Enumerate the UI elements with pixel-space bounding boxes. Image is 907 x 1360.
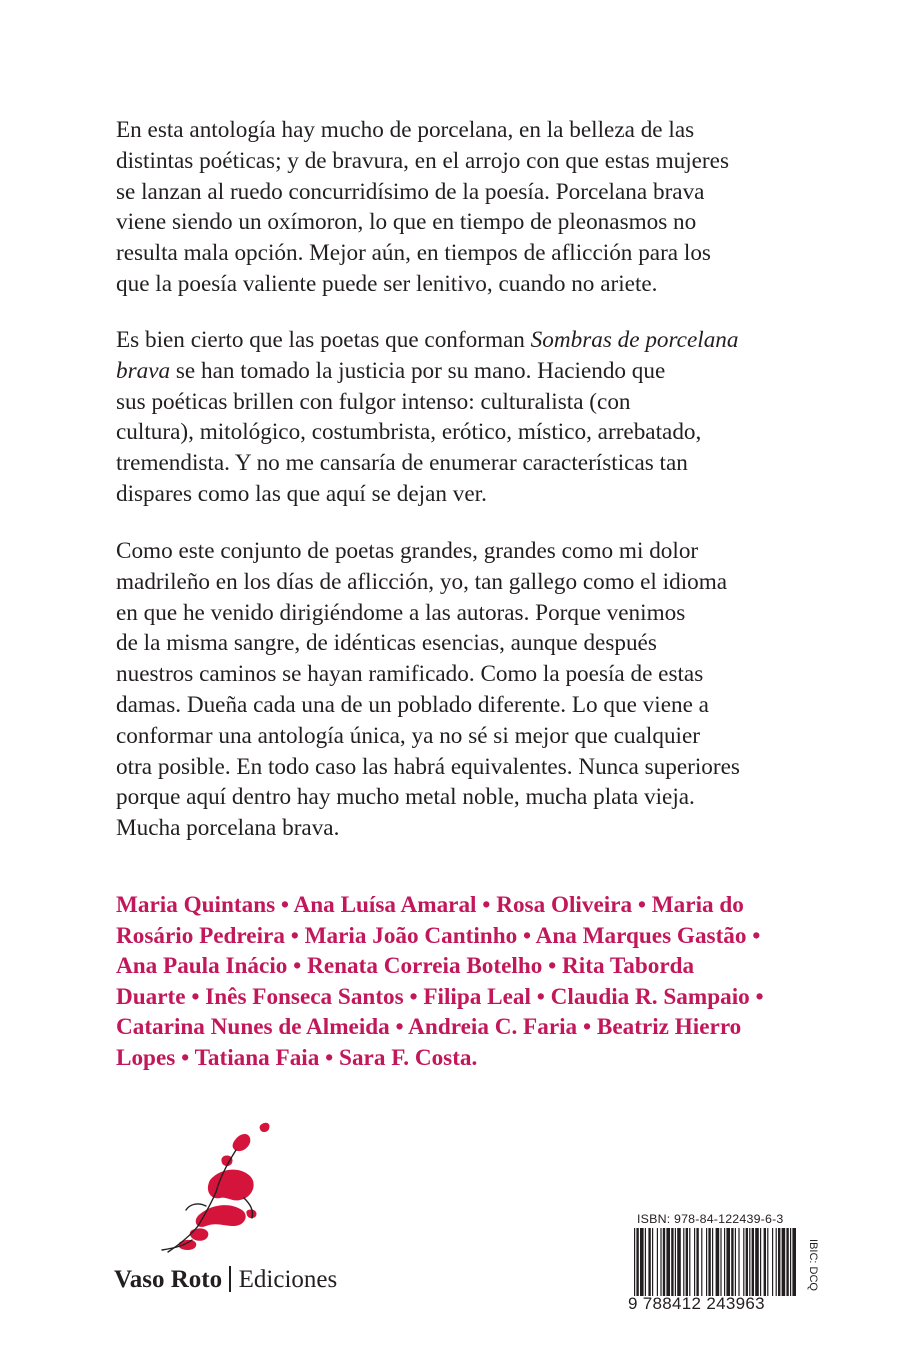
barcode-bar [694, 1228, 695, 1296]
vaso-roto-logo-icon [140, 1118, 290, 1258]
author-line: Duarte • Inês Fonseca Santos • Filipa Leal • Claudia R. Sampaio • [116, 983, 764, 1010]
publisher-name-regular: Ediciones [238, 1266, 338, 1293]
barcode-digits: 9 788412 243963 [628, 1294, 765, 1313]
text-line: tremendista. Y no me cansaría de enumerar características tan [116, 450, 688, 477]
text-line: madrileño en los días de aflicción, yo, tan gallego como el idioma [116, 568, 728, 595]
barcode-bar [749, 1228, 750, 1296]
text-line: Como este conjunto de poetas grandes, grandes como mi dolor [116, 538, 699, 564]
barcode-bar [708, 1228, 710, 1296]
isbn-label: ISBN: 978-84-122439-6-3 [637, 1212, 784, 1226]
barcode-bar [743, 1228, 744, 1296]
barcode-bar [782, 1228, 786, 1296]
barcode-bar [677, 1228, 681, 1296]
text-line: damas. Dueña cada una de un poblado diferente. Lo que viene a [116, 691, 709, 718]
barcode-bar [786, 1228, 788, 1296]
barcode-bar [701, 1228, 702, 1296]
publisher-divider [229, 1266, 231, 1292]
text-line: en que he venido dirigiéndome a las autoras. Porque venimos [116, 599, 686, 626]
barcode-bar [767, 1228, 768, 1296]
barcode-bar [660, 1228, 661, 1296]
barcode-bar [696, 1228, 698, 1296]
barcode-bar [790, 1228, 791, 1296]
bic-code [805, 1230, 821, 1300]
barcode-bar [712, 1228, 713, 1296]
author-line: Maria Quintans • Ana Luísa Amaral • Rosa Oliveira • Maria do [116, 892, 744, 918]
text-line: Mucha porcelana brava. [116, 815, 340, 842]
text-line: viene siendo un oxímoron, lo que en tiempo de pleonasmos no [116, 209, 697, 236]
paragraph-3 [116, 536, 792, 844]
text-line: otra posible. En todo caso las habrá equivalentes. Nunca superiores [116, 753, 740, 780]
barcode-bar [720, 1228, 721, 1296]
text-line: dispares como las que aquí se dejan ver. [116, 480, 487, 507]
barcode-bar [776, 1228, 777, 1296]
author-line: Rosário Pedreira • Maria João Cantinho • Ana Marques Gastão • [116, 922, 761, 949]
paragraph-1 [116, 115, 792, 300]
text-line: porque aquí dentro hay mucho metal noble, mucha plata vieja. [116, 784, 695, 811]
barcode-bar [671, 1228, 673, 1296]
barcode-bar [648, 1228, 650, 1296]
barcode-bar [772, 1228, 773, 1296]
barcode-bar [755, 1228, 759, 1296]
book-title-italic: brava [116, 357, 171, 384]
barcode-bar [792, 1228, 796, 1296]
text-line: sus poéticas brillen con fulgor intenso: culturalista (con [116, 388, 631, 415]
text-line: conformar una antología única, ya no sé si mejor que cualquier [116, 722, 700, 749]
barcode-bar [636, 1228, 638, 1296]
barcode-bar [666, 1228, 670, 1296]
barcode-bar [686, 1228, 688, 1296]
book-title-italic: Sombras de porcelana [530, 327, 739, 353]
text-line [116, 356, 792, 387]
text-fragment: Es bien cierto que las poetas que conforman [116, 327, 531, 353]
barcode-bar [724, 1228, 725, 1296]
barcode-bar [645, 1228, 646, 1296]
barcode-bar [731, 1228, 733, 1296]
barcode-bar [657, 1228, 658, 1296]
author-list [116, 890, 796, 1073]
barcode-bar [652, 1228, 653, 1296]
barcode-bar [726, 1228, 730, 1296]
text-fragment: se han tomado la justicia por su mano. Haciendo que [170, 357, 666, 384]
paragraph-2 [116, 325, 792, 510]
barcode-bar [778, 1228, 780, 1296]
barcode-bar [675, 1228, 676, 1296]
barcode-bar [716, 1228, 720, 1296]
barcode-bar [634, 1228, 635, 1296]
barcode [632, 1228, 800, 1296]
bic-code-label: IBIC: DCQ [807, 1239, 819, 1291]
barcode-bar [760, 1228, 761, 1296]
text-line [116, 325, 792, 356]
barcode-bar [689, 1228, 690, 1296]
text-line: En esta antología hay mucho de porcelana, en la belleza de las [116, 117, 695, 143]
text-line: que la poesía valiente puede ser lenitivo, cuando no ariete. [116, 270, 658, 297]
barcode-bar [640, 1228, 644, 1296]
text-line: de la misma sangre, de idénticas esencias, aunque después [116, 630, 657, 657]
text-line: nuestros caminos se hayan ramificado. Como la poesía de estas [116, 661, 704, 688]
barcode-bar [663, 1228, 665, 1296]
barcode-bar [752, 1228, 754, 1296]
barcode-bar [706, 1228, 707, 1296]
author-line: Lopes • Tatiana Faia • Sara F. Costa. [116, 1044, 478, 1071]
barcode-bar [764, 1228, 766, 1296]
author-line: Ana Paula Inácio • Renata Correia Botelho • Rita Taborda [116, 953, 695, 979]
text-line: distintas poéticas; y de bravura, en el arrojo con que estas mujeres [116, 147, 729, 174]
barcode-bars-icon [632, 1228, 800, 1296]
text-line: cultura), mitológico, costumbrista, erótico, místico, arrebatado, [116, 419, 702, 446]
barcode-bar [738, 1228, 739, 1296]
barcode-bar [735, 1228, 736, 1296]
barcode-bar [746, 1228, 748, 1296]
barcode-bar [683, 1228, 684, 1296]
text-line: resulta mala opción. Mejor aún, en tiempos de aflicción para los [116, 240, 711, 267]
publisher-name [114, 1266, 337, 1294]
author-line: Catarina Nunes de Almeida • Andreia C. Faria • Beatriz Hierro [116, 1014, 742, 1040]
text-line: se lanzan al ruedo concurridísimo de la poesía. Porcelana brava [116, 178, 705, 205]
publisher-name-bold: Vaso Roto [114, 1266, 223, 1293]
